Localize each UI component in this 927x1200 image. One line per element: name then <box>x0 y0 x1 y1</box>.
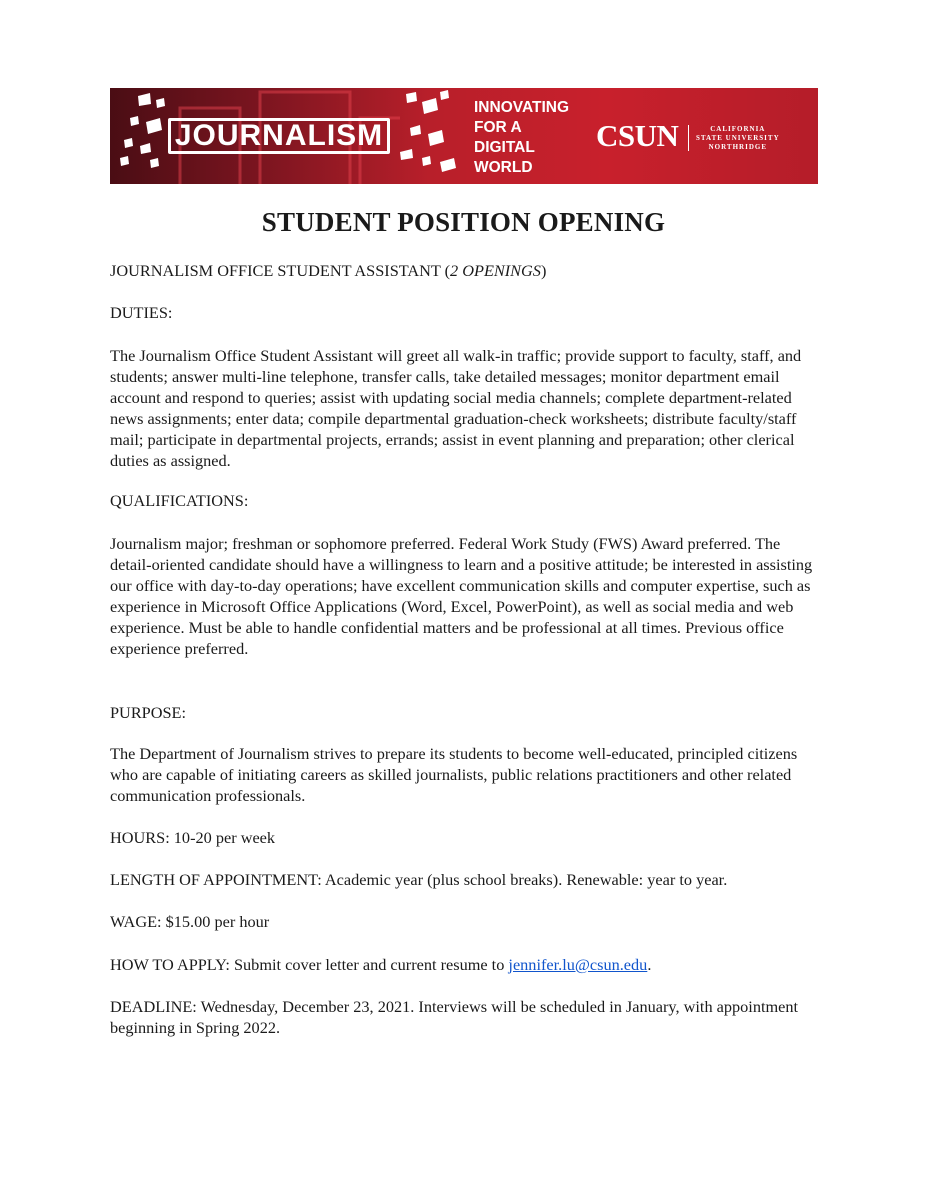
email-link[interactable]: jennifer.lu@csun.edu <box>508 955 648 974</box>
tagline-line: FOR A <box>474 119 522 136</box>
qualifications-text: Journalism major; freshman or sophomore preferred. Federal Work Study (FWS) Award preferred. The detail-oriented candidate should have a willingness to learn and a positive attitude; be interested in assisting our office with day-to-day operations; have excellent communication skills and computer expertise, such as experience in Microsoft Office Applications (Word, Excel, PowerPoint), as well as social media and web experience. Must be able to handle confidential matters and be professional at all times. Previous office experience preferred. <box>110 534 813 658</box>
position-title <box>110 260 820 281</box>
apply-end: . <box>647 955 652 974</box>
logo-divider <box>688 125 689 151</box>
csun-logo: CSUN <box>596 118 679 153</box>
university-name-line: NORTHRIDGE <box>708 143 767 151</box>
position-name: JOURNALISM OFFICE STUDENT ASSISTANT ( <box>110 261 451 280</box>
duties-heading: DUTIES: <box>110 303 173 322</box>
page-title: STUDENT POSITION OPENING <box>261 207 666 237</box>
purpose-text: The Department of Journalism strives to prepare its students to become well-educated, principled citizens who are capable of initiating careers as skilled journalists, public relations practitioners and other related communication professionals. <box>110 744 798 805</box>
qualifications-heading: QUALIFICATIONS: <box>110 491 249 510</box>
university-name <box>696 125 780 152</box>
wage-text: WAGE: $15.00 per hour <box>110 912 270 931</box>
duties-text: The Journalism Office Student Assistant will greet all walk-in traffic; provide support to faculty, staff, and students; answer multi-line telephone, transfer calls, take detailed messages; monitor department email account and respond to queries; assist with updating social media channels; complete department-related news assignments; enter data; compile departmental graduation-check worksheets; distribute faculty/staff mail; participate in departmental projects, errands; assist in event planning and preparation; other clerical duties as assigned. <box>110 346 802 470</box>
position-openings: 2 OPENINGS <box>450 261 541 280</box>
deadline-text: DEADLINE: Wednesday, December 23, 2021. Interviews will be scheduled in January, with appointment beginning in Spring 2022. <box>110 997 799 1037</box>
appointment-length-text: LENGTH OF APPOINTMENT: Academic year (plus school breaks). Renewable: year to year. <box>110 870 728 889</box>
position-close: ) <box>540 261 547 280</box>
tagline-line: WORLD <box>474 159 533 176</box>
university-name-line: CALIFORNIA <box>710 125 766 133</box>
purpose-heading: PURPOSE: <box>110 703 187 722</box>
university-name-line: STATE UNIVERSITY <box>696 134 780 142</box>
header-banner <box>110 88 818 184</box>
banner-tagline <box>474 98 594 178</box>
tagline-line: INNOVATING <box>474 99 570 116</box>
how-to-apply <box>110 954 820 975</box>
hours-text: HOURS: 10-20 per week <box>110 828 276 847</box>
journalism-logo: JOURNALISM <box>168 118 390 154</box>
tagline-line: DIGITAL <box>474 139 535 156</box>
apply-text: HOW TO APPLY: Submit cover letter and current resume to <box>110 955 509 974</box>
